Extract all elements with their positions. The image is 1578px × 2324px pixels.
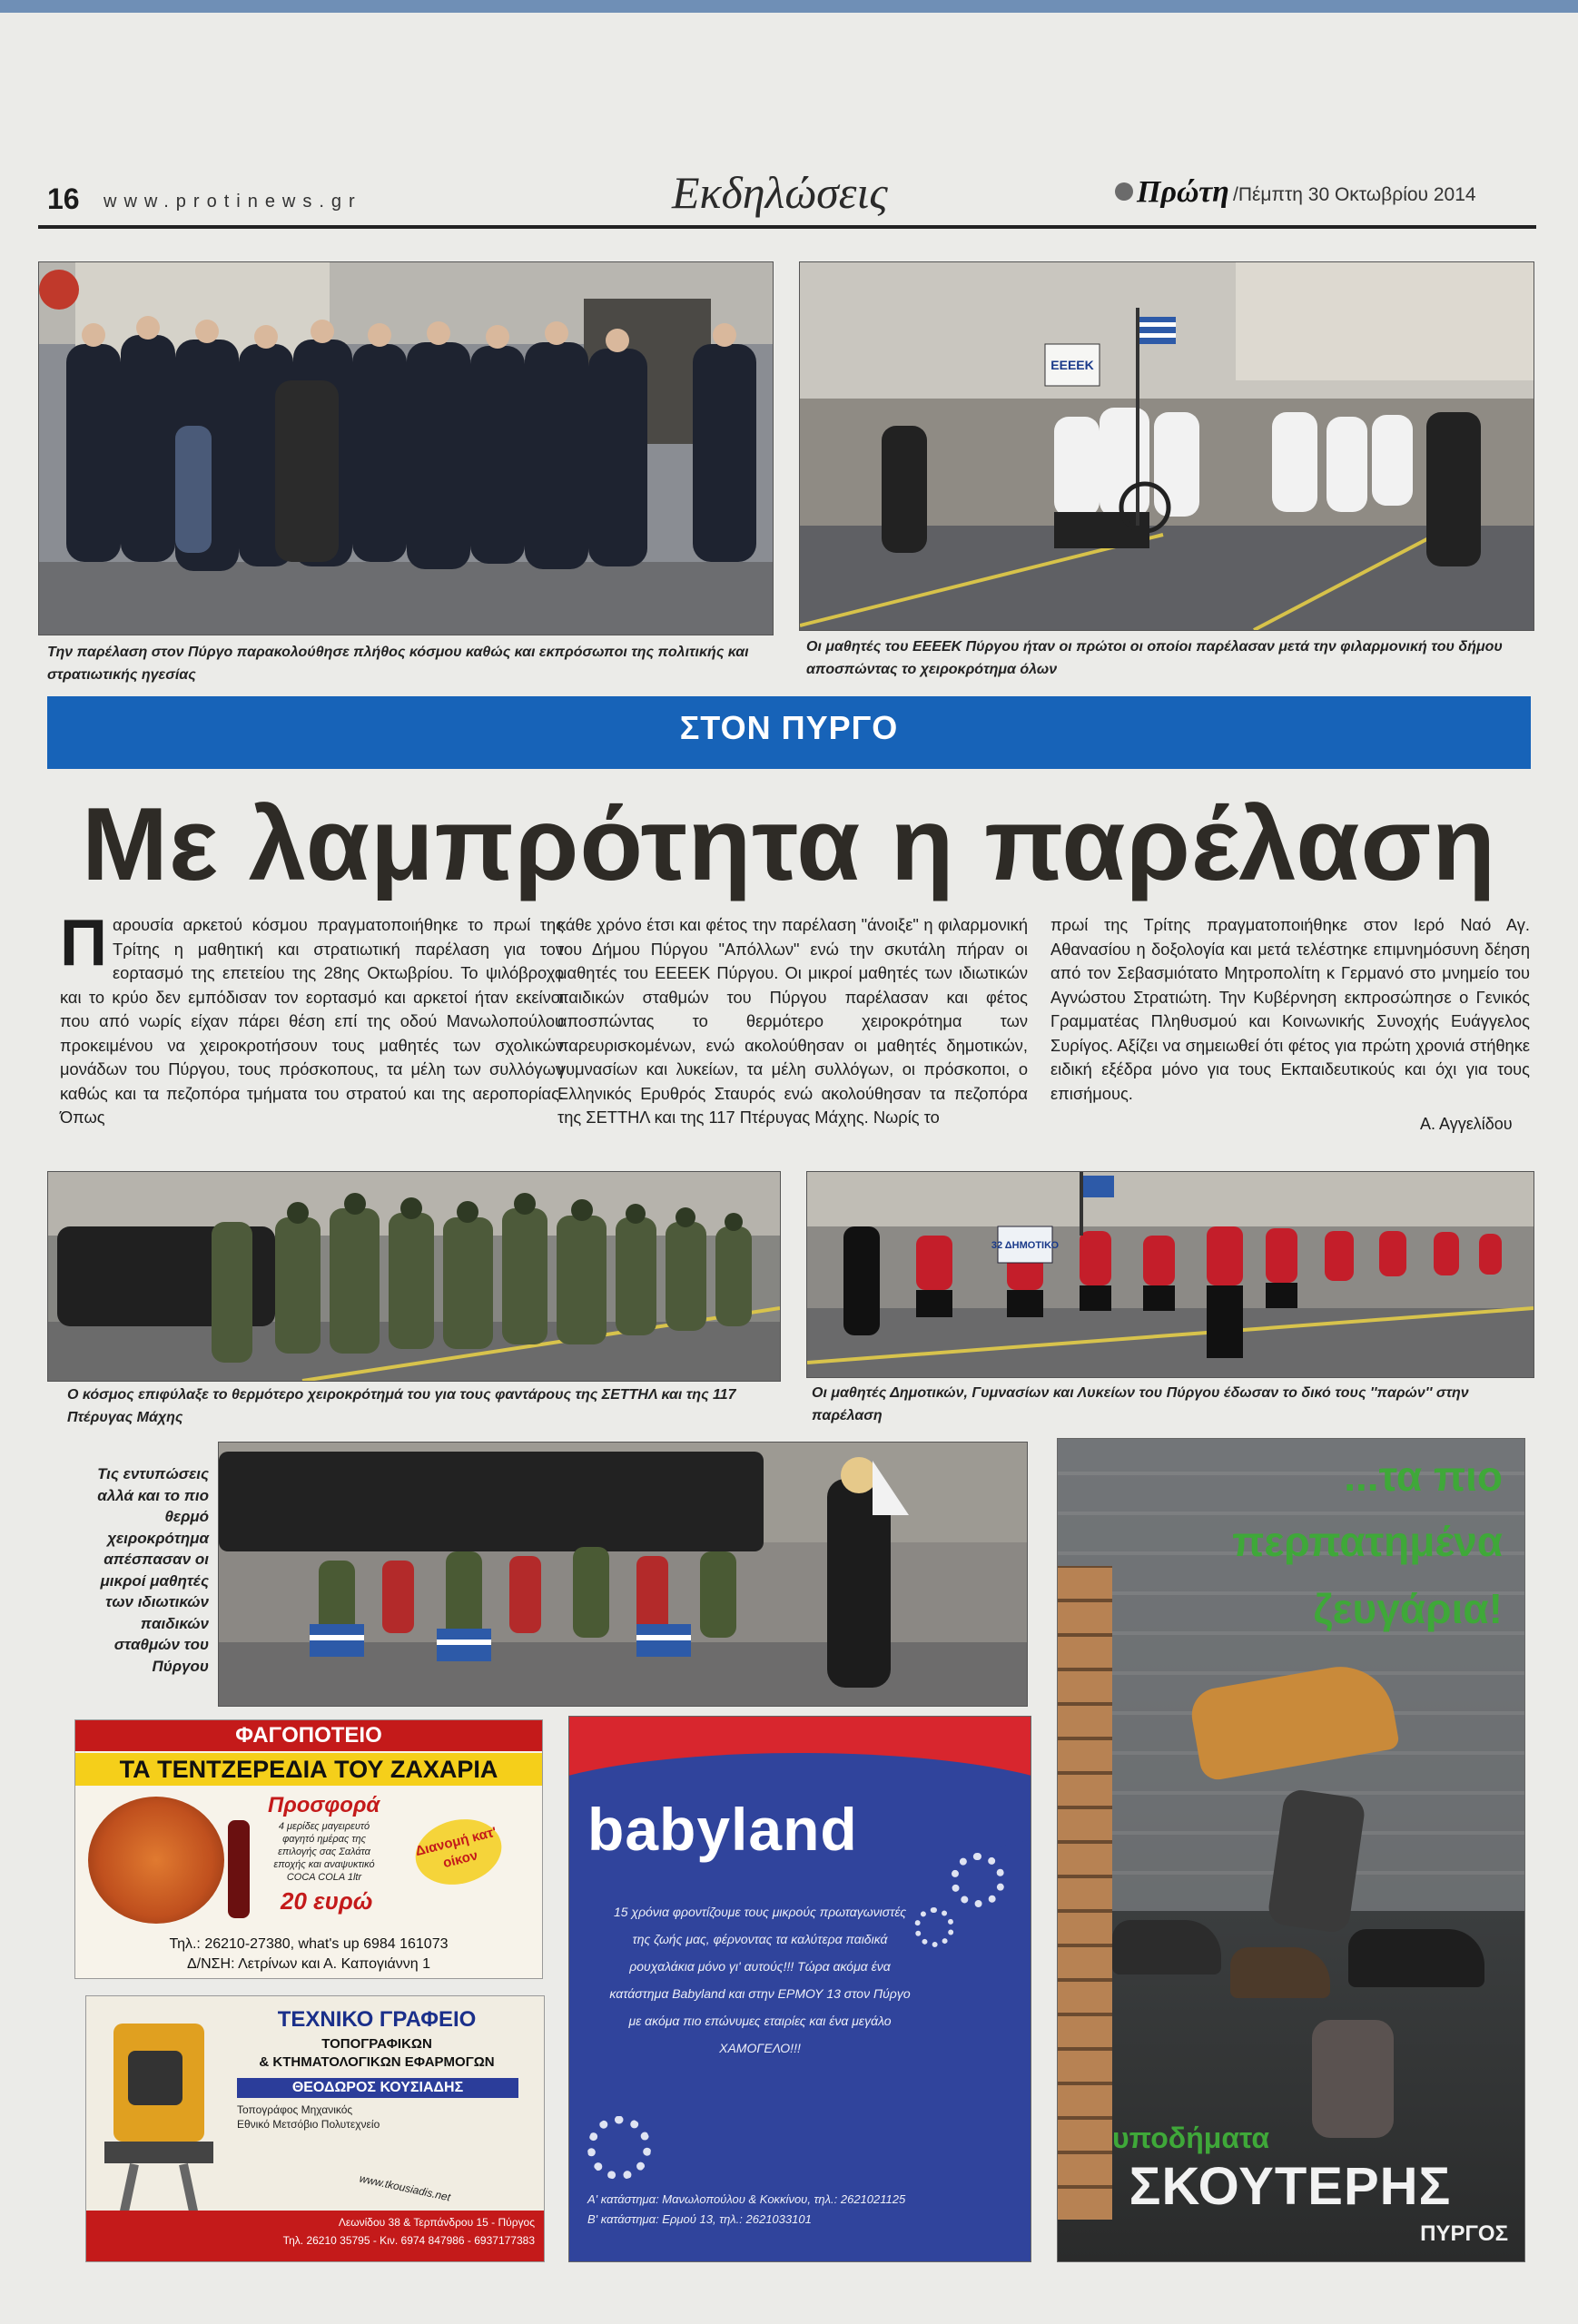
tech-subtitle-1: ΤΟΠΟΓΡΑΦΙΚΩΝ bbox=[321, 2036, 432, 2052]
tavern-delivery-badge: Διανομή κατ' οίκον bbox=[409, 1810, 508, 1893]
page-number: 16 bbox=[47, 182, 80, 215]
tech-name: ΘΕΟΔΩΡΟΣ ΚΟΥΣΙΑΔΗΣ bbox=[237, 2078, 518, 2098]
article-text-3: πρωί της Τρίτης πραγματοποιήθηκε στον Ιερό Ναό Αγ. Αθανασίου η δοξολογία και μετά τελέστηκε επιμνημόσυνη δέηση από τον Σεβασμιότατο Μητροπολίτη κ Γερμανό στο μνημείο του Αγνώστου Στρατιώτη. Την Κυβέρνηση εκπροσώπησε ο Γενικός Γραμματέας Πληθυσμού και Κοινωνικής Συνοχής Ευάγγελος Συρίγος. Αξίζει να σημειωθεί ότι φέτος για πρώτη χρονιά στήθηκε ειδική εξέδρα μόνο για τους Εκπαιδευτικούς και όχι για τους επισήμους. bbox=[1050, 915, 1530, 1103]
caption-eeeek-students: Οι μαθητές του ΕΕΕΕΚ Πύργου ήταν οι πρώτοι οι οποίοι παρέλασαν μετά την φιλαρμονική του δήμου αποσπώντας το χειροκρότημα όλων bbox=[806, 639, 1503, 677]
cola-bottle-icon bbox=[228, 1820, 250, 1918]
tech-role-1: Τοπογράφος Μηχανικός bbox=[237, 2103, 353, 2116]
article-author: Α. Αγγελίδου bbox=[1420, 1115, 1513, 1133]
babyland-store-2: Β' κατάστημα: Ερμού 13, τηλ.: 2621033101 bbox=[587, 2212, 812, 2226]
eeeek-sign-text: ΕΕΕΕΚ bbox=[1050, 358, 1094, 372]
caption-officials: Την παρέλαση στον Πύργο παρακολούθησε πλήθος κόσμου καθώς και εκπρόσωποι της πολιτικής και στρατιωτικής ηγεσίας bbox=[47, 645, 749, 683]
tavern-type: ΦΑΓΟΠΟΤΕΙΟ bbox=[75, 1720, 542, 1751]
article-headline: Με λαμπρότητα η παρέλαση bbox=[82, 787, 1496, 902]
photo-kindergarten bbox=[218, 1442, 1028, 1707]
kicker-text: ΣΤΟΝ ΠΥΡΓΟ bbox=[679, 709, 899, 746]
flower-icon bbox=[587, 2116, 651, 2180]
ad-tech-office bbox=[85, 1995, 545, 2262]
shoes-label: υποδήματα bbox=[1112, 2122, 1270, 2154]
article-column-3 bbox=[1050, 913, 1530, 1106]
article-text-1: αρουσία αρκετού κόσμου πραγματοποιήθηκε το πρωί της Τρίτης η μαθητική και στρατιωτική παρέλαση για τον εορτασμό της επετείου της 28ης Οκτωβρίου. Το ψιλόβροχο και το κρύο δεν εμπόδισαν τον εορτασμό και αρκετοί ήταν εκείνοι που από νωρίς είχαν πάρει θέση επί της οδού Μανωλοπούλου προκειμένου να χειροκροτήσουν τους μαθητές των σχολικών μονάδων του Πύργου, τους πρόσκοπους, τα μέλη των συλλόγων καθώς και τα πεζοπόρα τμήματα του στρατού και της αεροπορίας. Όπως bbox=[60, 915, 564, 1127]
ad-babyland bbox=[568, 1716, 1031, 2262]
newspaper-logo: Πρώτη bbox=[1137, 175, 1229, 209]
article-column-2 bbox=[557, 913, 1028, 1130]
babyland-store-1: Α' κατάστημα: Μανωλοπούλου & Κοκκίνου, τηλ.: 2621021125 bbox=[587, 2192, 906, 2206]
tavern-phone: Τηλ.: 26210-27380, what's up 6984 161073 bbox=[169, 1936, 449, 1952]
tech-title: ΤΕΧΝΙΚΟ ΓΡΑΦΕΙΟ bbox=[277, 2007, 477, 2032]
brick-column bbox=[1058, 1566, 1112, 2220]
shoes-line-3: ζευγάρια! bbox=[1313, 1585, 1503, 1632]
tavern-name: ΤΑ ΤΕΝΤΖΕΡΕΔΙΑ ΤΟΥ ΖΑΧΑΡΙΑ bbox=[75, 1753, 542, 1786]
logo-mark-icon bbox=[1115, 182, 1133, 201]
photo-school-students bbox=[806, 1171, 1534, 1378]
school-sign-text: 32 ΔΗΜΟΤΙΚΟ bbox=[991, 1240, 1060, 1251]
caption-soldiers: Ο κόσμος επιφύλαξε το θερμότερο χειροκρότημά του για τους φαντάρους της ΣΕΤΤΗΛ και της 117 Πτέρυγας Μάχης bbox=[67, 1387, 736, 1425]
shoes-line-2: περπατημένα bbox=[1232, 1518, 1503, 1565]
page-header bbox=[47, 167, 1536, 224]
tech-subtitle-2: & ΚΤΗΜΑΤΟΛΟΓΙΚΩΝ ΕΦΑΡΜΟΓΩΝ bbox=[259, 2054, 495, 2070]
shoes-city: ΠΥΡΓΟΣ bbox=[1420, 2221, 1508, 2246]
tech-address: Λεωνίδου 38 & Τερπάνδρου 15 - Πύργος bbox=[338, 2216, 535, 2229]
tavern-offer-title: Προσφορά bbox=[268, 1793, 380, 1817]
shoes-brand: ΣΚΟΥΤΕΡΗΣ bbox=[1129, 2157, 1452, 2216]
photo-soldiers bbox=[47, 1171, 781, 1382]
dropcap: Π bbox=[60, 907, 107, 980]
tech-web: www.tkousiadis.net bbox=[358, 2171, 452, 2204]
shoe-icon bbox=[1348, 1929, 1484, 1987]
tavern-food-image bbox=[88, 1797, 224, 1924]
issue-date: /Πέμπτη 30 Οκτωβρίου 2014 bbox=[1233, 184, 1476, 205]
page-top-edge bbox=[0, 0, 1578, 13]
ad-shoes bbox=[1057, 1438, 1525, 2262]
section-title: Εκδηλώσεις bbox=[672, 167, 888, 218]
babyland-brand: babyland bbox=[587, 1796, 858, 1863]
boot-icon bbox=[1312, 2020, 1394, 2138]
flower-icon bbox=[951, 1853, 1005, 1907]
flower-icon bbox=[914, 1907, 954, 1947]
babyland-text: 15 χρόνια φροντίζουμε τους μικρούς πρωταγωνιστές της ζωής μας, φέρνοντας τα καλύτερα παιδικά ρουχαλάκια μόνο γι' αυτούς!!! Τώρα ακόμα ένα κατάστημα Babyland και στην ΕΡΜΟΥ 13 στον Πύργο με ακόμα πιο επώνυμες εταιρίες και ένα μεγάλο ΧΑΜΟΓΕΛΟ!!! bbox=[609, 1905, 911, 2055]
tavern-price: 20 ευρώ bbox=[281, 1887, 373, 1915]
photo-officials bbox=[38, 261, 774, 635]
ad-tavern bbox=[74, 1719, 543, 1979]
article-column-1 bbox=[60, 907, 564, 1130]
boot-icon bbox=[1267, 1787, 1366, 1934]
tavern-offer-text: 4 μερίδες μαγειρευτό φαγητό ημέρας της επιλογής σας Σαλάτα εποχής και αναψυκτικό COCA COLA 1ltr bbox=[273, 1821, 375, 1883]
caption-school-students: Οι μαθητές Δημοτικών, Γυμνασίων και Λυκείων του Πύργου έδωσαν το δικό τους ''παρών'' στην παρέλαση bbox=[812, 1385, 1469, 1423]
site-url: www.protinews.gr bbox=[104, 192, 362, 212]
caption-kindergarten: Τις εντυπώσεις αλλά και το πιο θερμό χειροκρότημα απέσπασαν οι μικροί μαθητές των ιδιωτικών παιδικών σταθμών του Πύργου bbox=[97, 1465, 209, 1675]
shoe-icon bbox=[1230, 1947, 1330, 1998]
photo-eeeek-students bbox=[799, 261, 1534, 631]
tavern-address: Δ/ΝΣΗ: Λετρίνων και Α. Καπογιάννη 1 bbox=[186, 1956, 431, 1972]
header-rule bbox=[38, 225, 1536, 229]
shoes-line-1: ...τα πιο bbox=[1344, 1452, 1503, 1500]
tech-role-2: Εθνικό Μετσόβιο Πολυτεχνείο bbox=[237, 2118, 380, 2131]
article-text-2: κάθε χρόνο έτσι και φέτος την παρέλαση "άνοιξε" η φιλαρμονική του Δήμου Πύργου "Απόλλων" ενώ την σκυτάλη πήραν οι μαθητές του ΕΕΕΕΚ Πύργου. Οι μικροί μαθητές των ιδιωτικών παιδικών σταθμών του Πύργου παρέλασαν και φέτος αποσπώντας το θερμότερο χειροκρότημα των παρευρισκομένων, ενώ ακολούθησαν οι μαθητές δημοτικών, γυμνασίων και λυκείων, τα μέλη συλλόγων, οι πρόσκοποι, ο Ελληνικός Ερυθρός Σταυρός ενώ ακολούθησαν τα πεζοπόρα της ΣΕΤΤΗΛ και της 117 Πτέρυγας Μάχης. Νωρίς το bbox=[557, 915, 1028, 1127]
tech-phone: Τηλ. 26210 35795 - Κιν. 6974 847986 - 6937177383 bbox=[282, 2234, 535, 2247]
shoe-icon bbox=[1112, 1920, 1221, 1974]
kicker-banner bbox=[47, 696, 1531, 769]
